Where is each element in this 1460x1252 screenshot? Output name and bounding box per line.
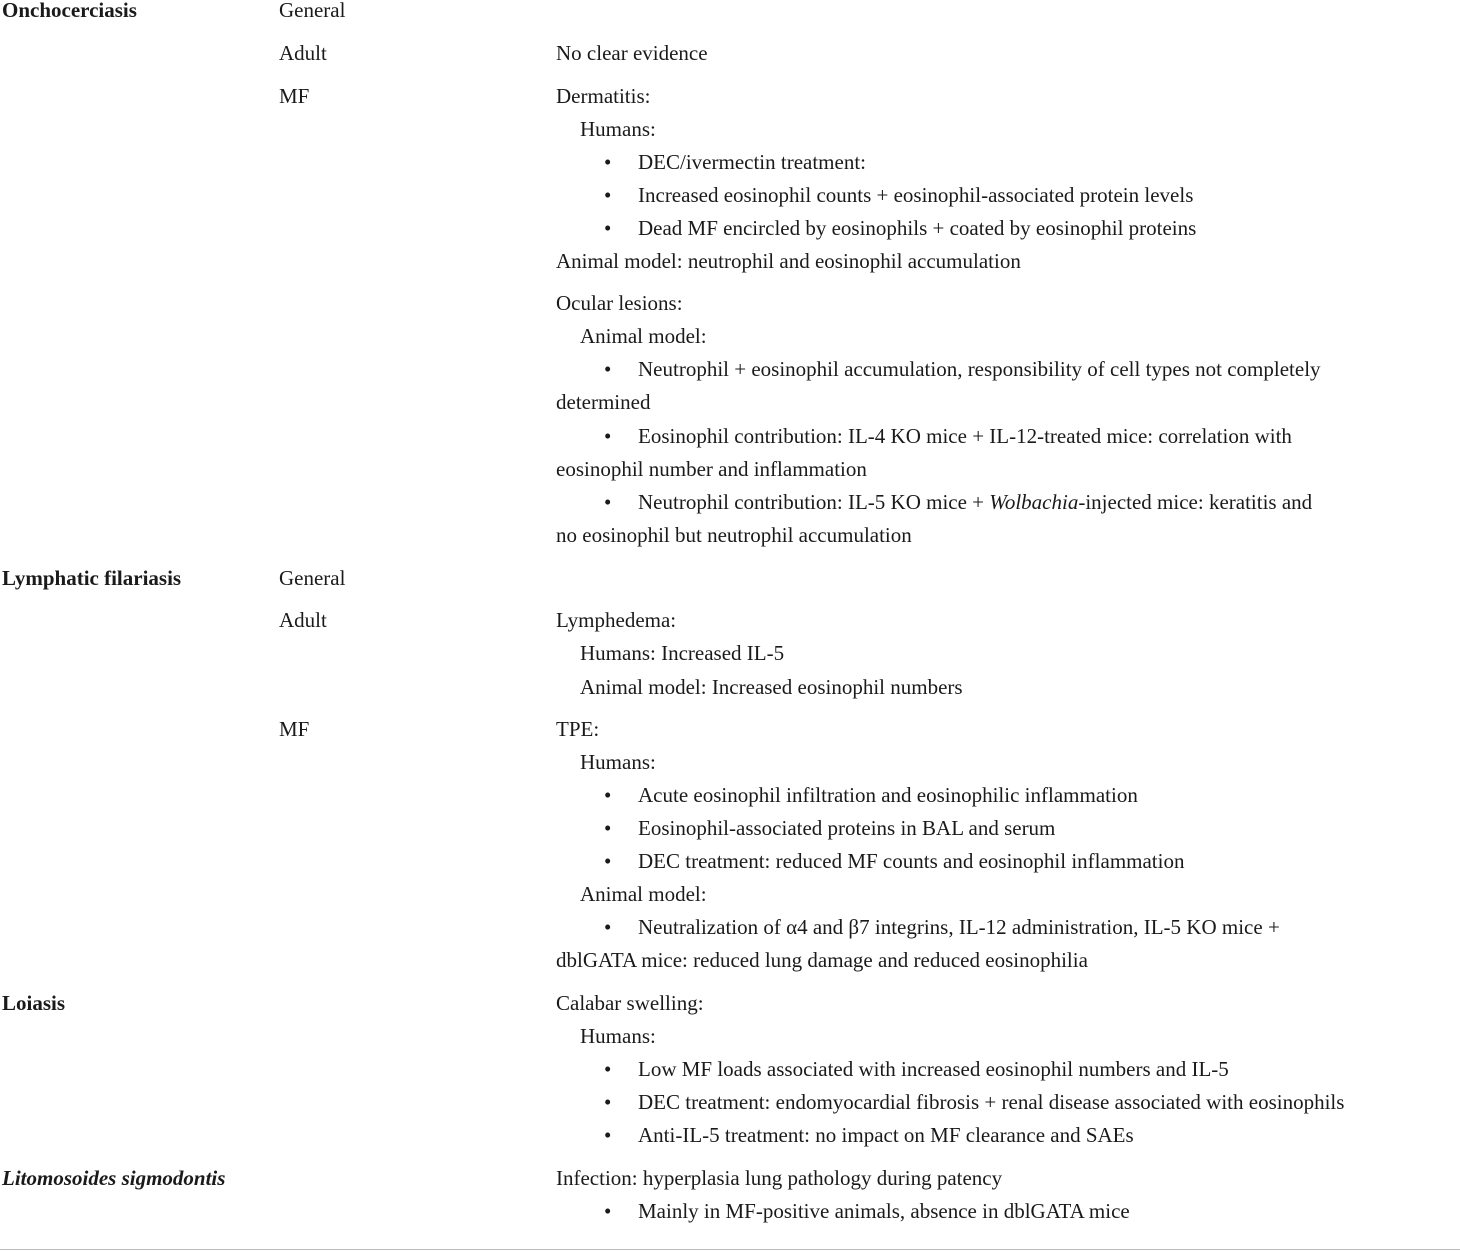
lf-tpe: TPE:	[556, 717, 600, 741]
lf-lymph-animal: Animal model: Increased eosinophil numbers	[580, 675, 963, 699]
stage-general: General	[279, 0, 346, 22]
oncho-ocular-bullet-1: Neutrophil + eosinophil accumulation, responsibility of cell types not completely	[638, 357, 1321, 381]
lf-tpe-bullet-1: Acute eosinophil infiltration and eosinophilic inflammation	[638, 783, 1138, 807]
disease-onchocerciasis: Onchocerciasis	[2, 0, 137, 22]
loiasis-bullet-2: DEC treatment: endomyocardial fibrosis + renal disease associated with eosinophils	[638, 1090, 1345, 1114]
oncho-ocular-bullet-3-b: -injected mice: keratitis and	[1078, 490, 1313, 514]
oncho-ocular-bullet-3-a: Neutrophil contribution: IL-5 KO mice +	[638, 490, 990, 514]
loiasis-bullet-3: Anti-IL-5 treatment: no impact on MF clearance and SAEs	[638, 1123, 1134, 1147]
oncho-ocular-bullet-1-cont: determined	[556, 390, 651, 414]
bullet: •	[604, 490, 612, 514]
stage-mf: MF	[279, 84, 310, 108]
bullet: •	[604, 1199, 612, 1223]
bullet: •	[604, 816, 612, 840]
lf-lymph-humans: Humans: Increased IL-5	[580, 641, 785, 665]
lf-tpe-bullet-4-cont: dblGATA mice: reduced lung damage and reduced eosinophilia	[556, 948, 1088, 972]
lf-lymphedema: Lymphedema:	[556, 608, 677, 632]
lf-tpe-animal: Animal model:	[580, 882, 707, 906]
lito-infection: Infection: hyperplasia lung pathology during patency	[556, 1166, 1003, 1190]
disease-lymphatic-filariasis: Lymphatic filariasis	[2, 566, 182, 590]
bullet: •	[604, 783, 612, 807]
lf-tpe-humans: Humans:	[580, 750, 656, 774]
oncho-ocular-bullet-3	[638, 490, 1312, 515]
bullet: •	[604, 424, 612, 448]
table-bottom-rule	[0, 1249, 1460, 1250]
oncho-ocular-animal: Animal model:	[580, 324, 707, 348]
bullet: •	[604, 150, 612, 174]
bullet: •	[604, 849, 612, 873]
bullet: •	[604, 216, 612, 240]
bullet: •	[604, 1057, 612, 1081]
stage-adult: Adult	[279, 608, 327, 632]
wolbachia-term: Wolbachia	[989, 490, 1079, 514]
oncho-derm-animal: Animal model: neutrophil and eosinophil accumulation	[556, 249, 1021, 273]
loiasis-calabar: Calabar swelling:	[556, 991, 704, 1015]
oncho-dermatitis: Dermatitis:	[556, 84, 651, 108]
oncho-ocular-bullet-2: Eosinophil contribution: IL-4 KO mice + IL-12-treated mice: correlation with	[638, 424, 1292, 448]
bullet: •	[604, 1123, 612, 1147]
oncho-ocular: Ocular lesions:	[556, 291, 683, 315]
oncho-derm-bullet-2: Increased eosinophil counts + eosinophil-associated protein levels	[638, 183, 1194, 207]
oncho-derm-bullet-3: Dead MF encircled by eosinophils + coated by eosinophil proteins	[638, 216, 1197, 240]
loiasis-humans: Humans:	[580, 1024, 656, 1048]
bullet: •	[604, 183, 612, 207]
lito-bullet-1: Mainly in MF-positive animals, absence in dblGATA mice	[638, 1199, 1130, 1223]
oncho-ocular-bullet-2-cont: eosinophil number and inflammation	[556, 457, 867, 481]
stage-adult: Adult	[279, 41, 327, 65]
bullet: •	[604, 1090, 612, 1114]
lf-tpe-bullet-2: Eosinophil-associated proteins in BAL and serum	[638, 816, 1056, 840]
oncho-ocular-bullet-3-cont: no eosinophil but neutrophil accumulation	[556, 523, 912, 547]
loiasis-bullet-1: Low MF loads associated with increased eosinophil numbers and IL-5	[638, 1057, 1229, 1081]
stage-mf: MF	[279, 717, 310, 741]
oncho-adult-text: No clear evidence	[556, 41, 708, 65]
lf-tpe-bullet-3: DEC treatment: reduced MF counts and eosinophil inflammation	[638, 849, 1185, 873]
disease-loiasis: Loiasis	[2, 991, 66, 1015]
bullet: •	[604, 915, 612, 939]
stage-general: General	[279, 566, 346, 590]
oncho-derm-bullet-1: DEC/ivermectin treatment:	[638, 150, 867, 174]
disease-litomosoides-sigmodontis: Litomosoides sigmodontis	[2, 1166, 226, 1190]
bullet: •	[604, 357, 612, 381]
lf-tpe-bullet-4: Neutralization of α4 and β7 integrins, IL-12 administration, IL-5 KO mice +	[638, 915, 1280, 939]
oncho-derm-humans: Humans:	[580, 117, 656, 141]
